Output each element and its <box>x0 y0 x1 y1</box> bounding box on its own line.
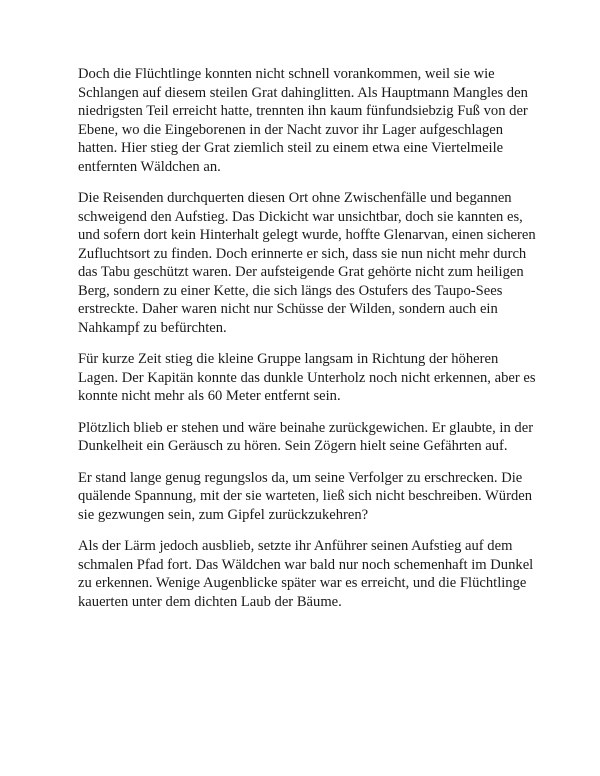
paragraph-5: Er stand lange genug regungslos da, um seine Verfolger zu erschrecken. Die quälende Spannung, mit der sie warteten, ließ sich nicht beschreiben. Würden sie gezwungen sein, zum Gipfel zurückzukehren? <box>78 469 533 523</box>
paragraph-1: Doch die Flüchtlinge konnten nicht schnell vorankommen, weil sie wie Schlangen auf diesem steilen Grat dahinglitten. Als Hauptmann Mangles den niedrigsten Teil erreicht hatte, trennten ihn kaum fünfundsiebzig Fuß von der Ebene, wo die Eingeborenen in der Nacht zuvor ihr Lager aufgeschlagen hatten. Hier stieg der Grat ziemlich steil zu einem etwa eine Viertelmeile entfernten Wäldchen an. <box>78 66 528 175</box>
paragraph-4: Plötzlich blieb er stehen und wäre beinahe zurückgewichen. Er glaubte, in der Dunkelheit ein Geräusch zu hören. Sein Zögern hielt seine Gefährten auf. <box>78 419 534 454</box>
paragraph-6: Als der Lärm jedoch ausblieb, setzte ihr Anführer seinen Aufstieg auf dem schmalen Pfad fort. Das Wäldchen war bald nur noch schemenhaft im Dunkel zu erkennen. Wenige Augenblicke später war es erreicht, und die Flüchtlinge kauerten unter dem dichten Laub der Bäume. <box>78 538 534 610</box>
paragraph-3: Für kurze Zeit stieg die kleine Gruppe langsam in Richtung der höheren Lagen. Der Kapitän konnte das dunkle Unterholz noch nicht erkennen, aber es konnte nicht mehr als 60 Meter entfernt sein. <box>78 351 536 404</box>
body-text <box>78 65 538 624</box>
paragraph-2: Die Reisenden durchquerten diesen Ort ohne Zwischenfälle und begannen schweigend den Aufstieg. Das Dickicht war unsichtbar, doch sie kannten es, und sofern dort kein Hinterhalt gelegt wurde, hoffte Glenarvan, einen sicheren Zufluchtsort zu finden. Doch erinnerte er sich, dass sie nun nicht mehr durch das Tabu geschützt waren. Der aufsteigende Grat gehörte nicht zum heiligen Berg, sondern zu einer Kette, die sich längs des Ostufers des Taupo-Sees erstreckte. Daher waren nicht nur Schüsse der Wilden, sondern auch ein Nahkampf zu befürchten. <box>78 190 536 336</box>
